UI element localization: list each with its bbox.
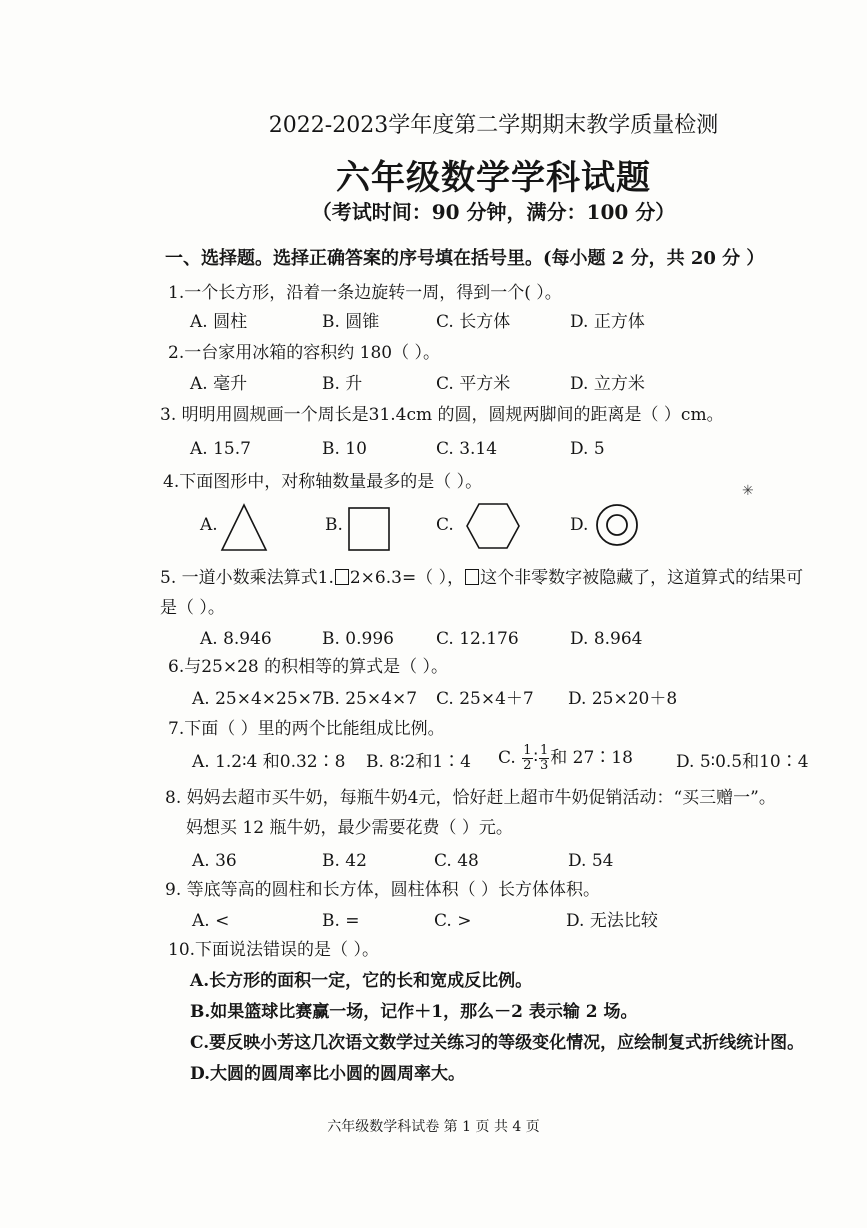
question-7-stem: 7.下面（ ）里的两个比能组成比例。 bbox=[168, 719, 445, 739]
question-8-option-b: B. 42 bbox=[322, 851, 367, 871]
question-4-option-d: D. bbox=[570, 515, 589, 535]
question-5-option-d: D. 8.964 bbox=[570, 629, 643, 649]
question-10-statement-d: D.大圆的圆周率比小圆的圆周率大。 bbox=[190, 1064, 466, 1084]
triangle-icon bbox=[220, 502, 268, 552]
question-10-statement-a: A.长方形的面积一定，它的长和宽成反比例。 bbox=[190, 971, 533, 991]
question-1-option-d: D. 正方体 bbox=[570, 312, 645, 332]
question-1-option-b: B. 圆锥 bbox=[322, 312, 380, 332]
question-10-statement-c: C.要反映小芳这几次语文数学过关练习的等级变化情况，应绘制复式折线统计图。 bbox=[190, 1033, 805, 1053]
question-3-option-c: C. 3.14 bbox=[436, 439, 498, 459]
question-9-option-c: C. > bbox=[434, 911, 472, 931]
question-9-option-a: A. < bbox=[192, 911, 230, 931]
question-7-option-a: A. 1.2∶4 和0.32∶8 bbox=[192, 752, 346, 772]
page-footer: 六年级数学科试卷 第 1 页 共 4 页 bbox=[327, 1119, 540, 1135]
question-6-option-d: D. 25×20＋8 bbox=[568, 689, 678, 709]
question-6-option-b: B. 25×4×7 bbox=[322, 689, 418, 709]
question-6-option-c: C. 25×4＋7 bbox=[436, 689, 534, 709]
exam-period-heading: 2022-2023学年度第二学期期末教学质量检测 bbox=[268, 113, 719, 138]
fraction-one-third: $\frac{1}{3}$ bbox=[539, 743, 549, 773]
question-5-option-c: C. 12.176 bbox=[436, 629, 519, 649]
hexagon-icon bbox=[465, 502, 521, 550]
question-7-option-b: B. 8∶2和1∶4 bbox=[366, 752, 471, 772]
question-3-stem: 3. 明明用圆规画一个周长是31.4cm 的圆，圆规两脚间的距离是（ ）cm。 bbox=[160, 405, 724, 425]
question-9-stem: 9. 等底等高的圆柱和长方体，圆柱体积（ ）长方体体积。 bbox=[165, 880, 601, 900]
question-4-option-b: B. bbox=[325, 515, 343, 535]
question-7-option-c-label: C. bbox=[498, 748, 516, 768]
question-8-stem: 8. 妈妈去超市买牛奶，每瓶牛奶4元，恰好赶上超市牛奶促销活动：“买三赠一”。 bbox=[165, 788, 776, 808]
question-5-option-a: A. 8.946 bbox=[200, 629, 272, 649]
question-2-option-d: D. 立方米 bbox=[570, 374, 645, 394]
question-9-option-d: D. 无法比较 bbox=[566, 911, 658, 931]
concentric-circles-icon bbox=[594, 502, 640, 548]
scan-mark: ✳ bbox=[742, 483, 754, 499]
question-9-option-b: B. = bbox=[322, 911, 360, 931]
question-8-option-c: C. 48 bbox=[434, 851, 479, 871]
question-4-option-a: A. bbox=[200, 515, 218, 535]
question-4-stem: 4.下面图形中，对称轴数量最多的是（ ）。 bbox=[163, 472, 483, 492]
question-7-option-d: D. 5∶0.5和10∶4 bbox=[676, 752, 809, 772]
question-6-stem: 6.与25×28 的积相等的算式是（ ）。 bbox=[168, 657, 449, 677]
question-5-stem-part2: 2×6.3=（ ）， bbox=[349, 568, 465, 588]
fraction-one-half: $\frac{1}{2}$ bbox=[523, 743, 532, 773]
question-3-option-b: B. 10 bbox=[322, 439, 367, 459]
question-5-stem-part3: 这个非零数字被隐藏了，这道算式的结果可 bbox=[480, 568, 804, 588]
question-5-option-b: B. 0.996 bbox=[322, 629, 394, 649]
question-10-stem: 10.下面说法错误的是（ ）。 bbox=[168, 940, 379, 960]
question-3-option-d: D. 5 bbox=[570, 439, 605, 459]
hidden-digit-box bbox=[465, 569, 479, 585]
exam-title: 六年级数学学科试题 bbox=[336, 158, 651, 198]
question-5-stem bbox=[160, 567, 803, 589]
question-2-option-a: A. 毫升 bbox=[190, 374, 248, 394]
square-icon bbox=[347, 506, 391, 552]
hidden-digit-box bbox=[335, 569, 349, 585]
question-8-option-d: D. 54 bbox=[568, 851, 614, 871]
question-8-stem-cont: 妈想买 12 瓶牛奶，最少需要花费（ ）元。 bbox=[186, 818, 513, 838]
question-1-stem: 1.一个长方形，沿着一条边旋转一周，得到一个( ）。 bbox=[168, 283, 562, 303]
question-8-option-a: A. 36 bbox=[192, 851, 237, 871]
question-1-option-c: C. 长方体 bbox=[436, 312, 511, 332]
question-2-stem: 2.一台家用冰箱的容积约 180（ ）。 bbox=[168, 343, 440, 363]
question-2-option-c: C. 平方米 bbox=[436, 374, 511, 394]
question-3-option-a: A. 15.7 bbox=[190, 439, 251, 459]
question-5-stem-cont: 是（ ）。 bbox=[160, 598, 225, 618]
question-10-statement-b: B.如果篮球比赛赢一场，记作＋1，那么－2 表示输 2 场。 bbox=[190, 1002, 638, 1022]
question-5-stem-part1: 5. 一道小数乘法算式1. bbox=[160, 568, 334, 588]
question-7-option-c-rest: 和 27∶18 bbox=[550, 748, 633, 768]
question-4-option-c: C. bbox=[436, 515, 454, 535]
question-7-option-c: C. $\frac{1}{2}$ ∶ $\frac{1}{3}$ 和 27∶18 bbox=[498, 743, 633, 773]
question-6-option-a: A. 25×4×25×7 bbox=[192, 689, 323, 709]
question-2-option-b: B. 升 bbox=[322, 374, 363, 394]
section-heading: 一、选择题。选择正确答案的序号填在括号里。(每小题 2 分，共 20 分 ） bbox=[165, 248, 765, 269]
exam-subtitle: （考试时间：90 分钟，满分：100 分） bbox=[311, 200, 676, 224]
question-1-option-a: A. 圆柱 bbox=[190, 312, 248, 332]
